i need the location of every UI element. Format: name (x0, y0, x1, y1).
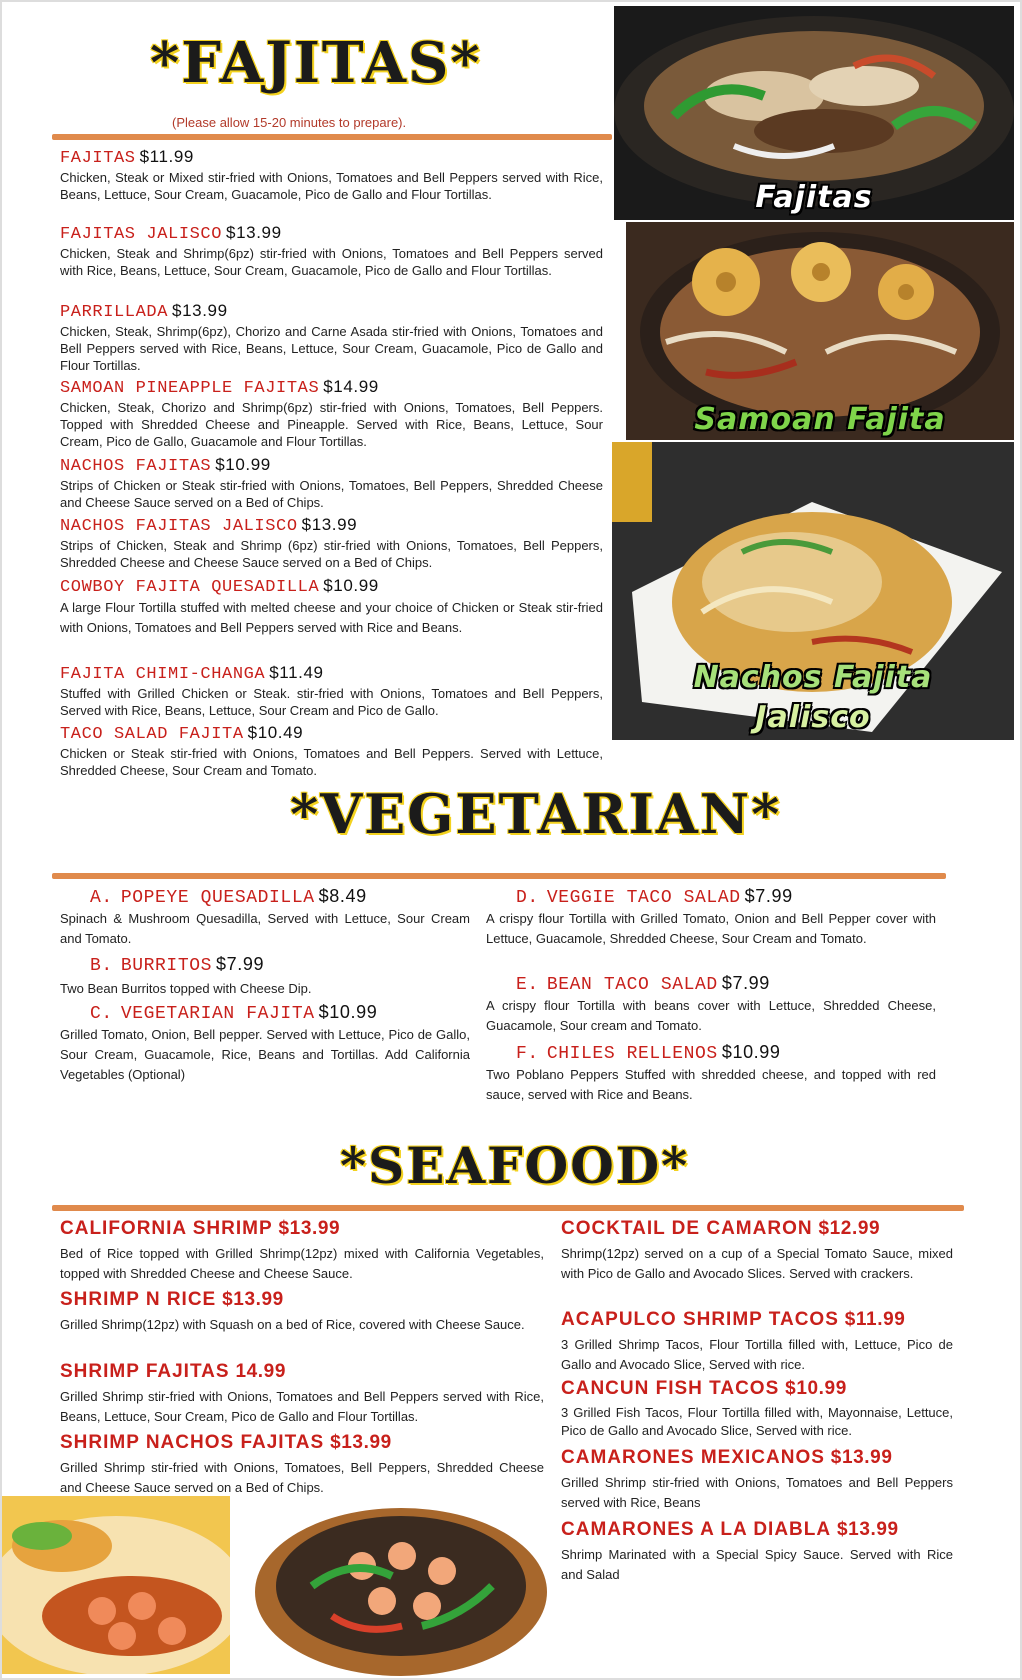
item-letter: C. (90, 1004, 113, 1024)
shrimp-skillet-image (252, 1496, 550, 1678)
menu-item (486, 973, 936, 1036)
item-price: $7.99 (721, 973, 770, 993)
menu-item (60, 1002, 470, 1085)
item-name: FAJITAS JALISCO (60, 225, 223, 244)
menu-item (60, 1288, 544, 1335)
menu-item (60, 146, 603, 203)
item-price: $10.49 (247, 723, 304, 742)
item-description: Two Poblano Peppers Stuffed with shredded cheese, and topped with red sauce, served with Rice and Beans. (486, 1067, 936, 1102)
item-description: 3 Grilled Shrimp Tacos, Flour Tortilla filled with, Lettuce, Pico de Gallo and Avocado Slice, Served with rice. (561, 1337, 953, 1372)
item-name: SAMOAN PINEAPPLE FAJITAS (60, 379, 320, 398)
item-name: VEGGIE TACO SALAD (546, 888, 741, 908)
item-name: CALIFORNIA SHRIMP (60, 1218, 273, 1239)
fajitas-divider (52, 134, 612, 140)
item-name: SHRIMP N RICE (60, 1289, 217, 1310)
item-price: $13.99 (172, 301, 228, 320)
item-price: 14.99 (235, 1361, 286, 1382)
shrimp-plate-image (2, 1496, 230, 1674)
nachos-fajita-jalisco-photo (612, 442, 1014, 740)
menu-item (60, 514, 603, 571)
item-price: $8.49 (318, 886, 367, 906)
menu-item (486, 886, 936, 949)
item-price: $11.99 (844, 1309, 906, 1330)
item-name: COWBOY FAJITA QUESADILLA (60, 578, 320, 597)
item-letter: E. (516, 975, 539, 995)
menu-item (60, 886, 470, 949)
item-name: SHRIMP FAJITAS (60, 1361, 230, 1382)
samoan-fajita-photo-label: Samoan Fajita (694, 402, 946, 437)
item-description: Stuffed with Grilled Chicken or Steak. stir-fried with Onions, Tomatoes and Bell Peppers, Served with Rice, Beans, Lettuce, Sour Cream and Pico de Gallo. (60, 686, 603, 718)
shrimp-fajitas-photo (252, 1496, 550, 1678)
menu-item (60, 662, 603, 719)
item-letter: D. (516, 888, 539, 908)
menu-item (60, 376, 603, 450)
item-price: $14.99 (323, 377, 379, 396)
item-description: A large Flour Tortilla stuffed with melted cheese and your choice of Chicken or Steak stir-fried with Onions, Tomatoes and Bell Peppers served with Rice and Beans. (60, 600, 603, 635)
menu-item (561, 1518, 953, 1585)
item-name: FAJITAS (60, 149, 136, 168)
item-description: Two Bean Burritos topped with Cheese Dip. (60, 981, 312, 996)
item-description: 3 Grilled Fish Tacos, Flour Tortilla filled with, Mayonnaise, Lettuce, Pico de Gallo and Avocado Slice, Served with rice. (561, 1405, 953, 1438)
item-name: BEAN TACO SALAD (546, 975, 718, 995)
menu-item (561, 1217, 953, 1284)
vegetarian-divider (52, 873, 946, 879)
menu-item (486, 1042, 936, 1105)
nachos-plate-image (612, 442, 1014, 740)
item-name: TACO SALAD FAJITA (60, 725, 244, 744)
menu-item (60, 1217, 544, 1284)
item-description: A crispy flour Tortilla with beans cover with Lettuce, Shredded Cheese, Guacamole, Sour cream and Tomato. (486, 998, 936, 1033)
item-name: NACHOS FAJITAS (60, 457, 212, 476)
item-description: Grilled Shrimp stir-fried with Onions, Tomatoes, Bell Peppers, Shredded Cheese and Cheese Sauce served on a Bed of Chips. (60, 1460, 544, 1495)
item-description: Strips of Chicken, Steak and Shrimp (6pz) stir-fried with Onions, Tomatoes, Bell Peppers, Shredded Cheese and Cheese Sauce served on a Bed of Chips. (60, 538, 603, 570)
item-name: COCKTAIL DE CAMARON (561, 1218, 813, 1239)
menu-item (60, 575, 603, 638)
fajitas-photo-label: Fajitas (755, 180, 873, 215)
item-description: Strips of Chicken or Steak stir-fried with Onions, Tomatoes, Bell Peppers, Shredded Cheese and Cheese Sauce served on a Bed of Chips. (60, 478, 603, 510)
menu-item (60, 454, 603, 511)
item-description: A crispy flour Tortilla with Grilled Tomato, Onion and Bell Pepper cover with Lettuce, Guacamole, Shredded Cheese, Sour Cream and Tomato. (486, 911, 936, 946)
vegetarian-title: *VEGETARIAN* (290, 782, 782, 846)
item-price: $11.99 (139, 147, 194, 166)
samoan-fajita-photo (626, 222, 1014, 440)
item-price: $7.99 (216, 954, 265, 974)
menu-item (60, 1431, 544, 1498)
item-name: CAMARONES MEXICANOS (561, 1447, 825, 1468)
item-name: POPEYE QUESADILLA (120, 888, 315, 908)
seafood-divider (52, 1205, 964, 1211)
item-name: SHRIMP NACHOS FAJITAS (60, 1432, 325, 1453)
item-price: $13.99 (226, 223, 282, 242)
item-price: $7.99 (744, 886, 793, 906)
item-price: $11.49 (269, 663, 324, 682)
menu-item (561, 1377, 953, 1440)
item-description: Grilled Tomato, Onion, Bell pepper. Served with Lettuce, Pico de Gallo, Sour Cream, Guacamole, Rice, Beans and Tortillas. Add California Vegetables (Optional) (60, 1027, 470, 1082)
nachos-fajita-photo-label-line2: Jalisco (755, 700, 871, 735)
item-letter: B. (90, 956, 113, 976)
fajitas-photo (614, 6, 1014, 220)
item-name: PARRILLADA (60, 303, 169, 322)
item-description: Shrimp(12pz) served on a cup of a Special Tomato Sauce, mixed with Pico de Gallo and Avocado Slices. Served with crackers. (561, 1246, 953, 1281)
item-name: VEGETARIAN FAJITA (120, 1004, 315, 1024)
item-description: Chicken, Steak, Shrimp(6pz), Chorizo and Carne Asada stir-fried with Onions, Tomatoes and Bell Peppers served with Rice, Beans, Lettuce, Sour Cream, Guacamole, Pico de Gallo and Flour Tortillas. (60, 324, 603, 373)
item-price: $10.99 (721, 1042, 781, 1062)
item-price: $10.99 (785, 1378, 847, 1399)
fajitas-prep-note: (Please allow 15-20 minutes to prepare). (172, 115, 407, 130)
item-price: $13.99 (330, 1432, 392, 1453)
item-name: ACAPULCO SHRIMP TACOS (561, 1309, 839, 1330)
item-price: $13.99 (301, 515, 358, 534)
item-description: Grilled Shrimp(12pz) with Squash on a bed of Rice, covered with Cheese Sauce. (60, 1317, 525, 1332)
item-name: NACHOS FAJITAS JALISCO (60, 517, 298, 536)
item-letter: F. (516, 1044, 539, 1064)
nachos-fajita-photo-label-line1: Nachos Fajita (693, 660, 933, 695)
menu-item (60, 722, 603, 779)
item-description: Chicken or Steak stir-fried with Onions, Tomatoes and Bell Peppers. Served with Lettuce, Shredded Cheese, Sour Cream and Tomato. (60, 746, 603, 778)
item-price: $10.99 (215, 455, 271, 474)
item-price: $10.99 (318, 1002, 378, 1022)
item-description: Shrimp Marinated with a Special Spicy Sauce. Served with Rice and Salad (561, 1547, 953, 1582)
item-name: BURRITOS (120, 956, 213, 976)
item-description: Chicken, Steak or Mixed stir-fried with Onions, Tomatoes and Bell Peppers served with Rice, Beans, Lettuce, Sour Cream, Guacamole, Pico de Gallo and Flour Tortillas. (60, 170, 603, 202)
fajitas-title: *FAJITAS* (150, 30, 482, 96)
item-letter: A. (90, 888, 113, 908)
item-price: $13.99 (837, 1519, 899, 1540)
menu-item (60, 1360, 544, 1427)
item-price: $13.99 (830, 1447, 893, 1468)
item-description: Chicken, Steak, Chorizo and Shrimp(6pz) stir-fried with Onions, Tomatoes, Bell Peppers. Topped with Shredded Cheese and Pineapple. Served with Rice, Beans, Lettuce, Sour Cream, Pico de Gallo, Guacamole and Flour Tortillas. (60, 400, 603, 449)
item-name: FAJITA CHIMI-CHANGA (60, 665, 266, 684)
item-description: Bed of Rice topped with Grilled Shrimp(12pz) mixed with California Vegetables, topped with Shredded Cheese and Cheese Sauce. (60, 1246, 544, 1281)
menu-item (561, 1446, 953, 1513)
menu-item (60, 954, 470, 1001)
item-price: $13.99 (278, 1218, 341, 1239)
item-name: CAMARONES A LA DIABLA (561, 1519, 832, 1540)
seafood-title: *SEAFOOD* (340, 1136, 690, 1195)
shrimp-rice-photo (2, 1496, 230, 1674)
menu-item (60, 222, 603, 279)
item-description: Grilled Shrimp stir-fried with Onions, Tomatoes and Bell Peppers served with Rice, Beans (561, 1475, 953, 1510)
item-price: $10.99 (323, 576, 379, 595)
item-price: $12.99 (818, 1218, 881, 1239)
menu-item (60, 300, 603, 374)
item-price: $13.99 (222, 1289, 284, 1310)
item-description: Chicken, Steak and Shrimp(6pz) stir-fried with Onions, Tomatoes and Bell Peppers served with Rice, Beans, Lettuce, Sour Cream, Guacamole, Pico de Gallo and Flour Tortillas. (60, 246, 603, 278)
item-description: Grilled Shrimp stir-fried with Onions, Tomatoes and Bell Peppers served with Rice, Beans, Lettuce, Sour Cream, Pico de Gallo and Flour Tortillas. (60, 1389, 544, 1424)
menu-item (561, 1308, 953, 1375)
item-name: CANCUN FISH TACOS (561, 1378, 780, 1399)
item-name: CHILES RELLENOS (546, 1044, 718, 1064)
item-description: Spinach & Mushroom Quesadilla, Served with Lettuce, Sour Cream and Tomato. (60, 911, 470, 946)
